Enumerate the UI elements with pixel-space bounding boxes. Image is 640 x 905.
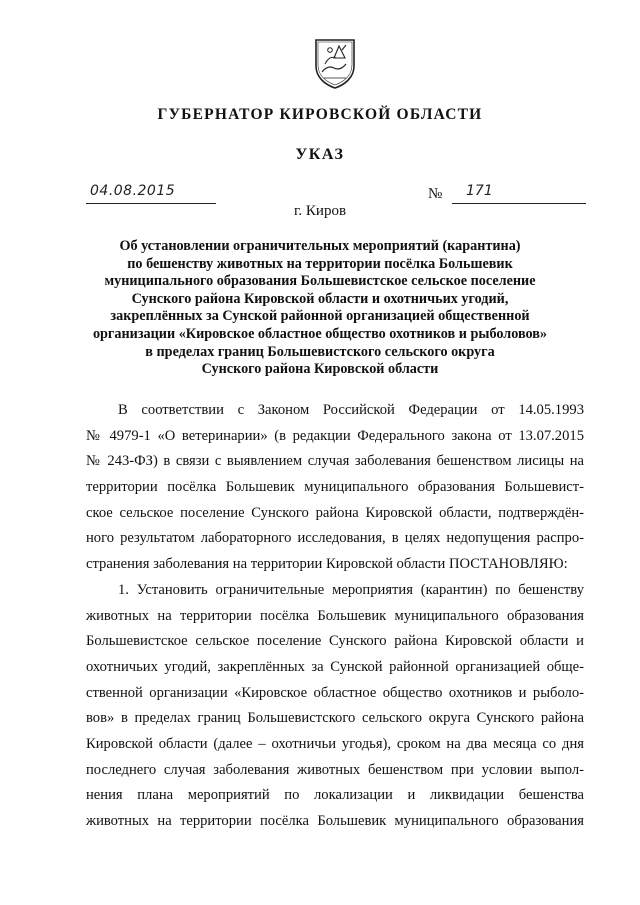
body-line: странения заболевания на территории Кировской области ПОСТАНОВЛЯЮ: [86,556,568,573]
body-line: вов» в пределах границ Большевистского сельского округа Сунского района [86,710,584,727]
date-value: 04.08.2015 [90,183,176,199]
body-line: последнего случая заболевания животных бешенством при условии выпол- [86,761,584,778]
body-line: № 243-ФЗ) в связи с выявлением случая заболевания бешенством лисицы на [86,453,584,470]
body-line: охотничьих угодий, закреплённых за Сунской районной организацией обще- [86,658,584,675]
subject-line: в пределах границ Большевистского сельского округа [145,343,495,360]
date-field [86,185,216,204]
body-line: нения плана мероприятий по локализации и ликвидации бешенства [86,787,584,804]
subject-line: закреплённых за Сунской районной организацией общественной [110,308,530,325]
body-line: Кировской области (далее – охотничьи угодья), сроком на два месяца со дня [86,735,584,752]
body-line: В соответствии с Законом Российской Федерации от 14.05.1993 [118,402,584,418]
body-line: ское сельское поселение Сунского района Кировской области, подтверждён- [86,504,584,521]
coat-of-arms-icon [312,36,358,90]
decree-subject [60,238,580,379]
body-line: ного результатом лабораторного исследования, в целях недопущения распро- [86,530,584,547]
subject-line: Сунского района Кировской области и охотничьих угодий, [131,290,509,307]
subject-line: Об установлении ограничительных мероприятий (карантина) [119,238,521,254]
body-line: № 4979-1 «О ветеринарии» (в редакции Федерального закона от 13.07.2015 [86,427,584,444]
city-line: г. Киров [293,203,347,219]
number-field [452,185,586,204]
document-type: УКАЗ [295,146,345,163]
number-value: 171 [466,183,493,199]
body-line: территории посёлка Большевик муниципального образования Большевист- [86,479,584,496]
body-line: 1. Установить ограничительные мероприятия (карантин) по бешенству [118,581,584,598]
body-line: Большевистское сельское поселение Сунского района Кировской области и [86,633,584,650]
body-line: животных на территории посёлка Большевик муниципального образования [86,813,584,829]
body-line: ственной организации «Кировское областное общество охотников и рыболо- [86,684,584,701]
subject-line: муниципального образования Большевистское сельское поселение [104,273,536,290]
issuer-title: ГУБЕРНАТОР КИРОВСКОЙ ОБЛАСТИ [157,106,483,123]
decree-body [86,398,584,835]
subject-line: по бешенству животных на территории посёлка Большевик [127,255,513,272]
body-line: животных на территории посёлка Большевик муниципального образования [86,607,584,624]
subject-line: Сунского района Кировской области [201,361,439,378]
number-label: № [428,186,443,202]
subject-line: организации «Кировское областное общество охотников и рыболовов» [92,325,548,342]
